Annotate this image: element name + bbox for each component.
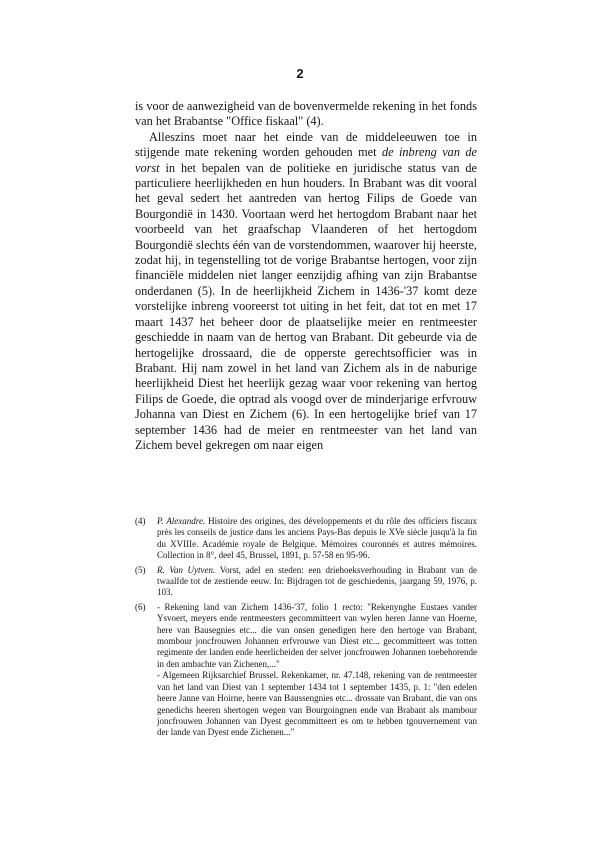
footnotes — [135, 516, 477, 742]
footnote-text — [157, 565, 477, 599]
footnote-text — [157, 516, 477, 562]
page-number: 2 — [296, 66, 304, 81]
footnote-4 — [135, 516, 477, 562]
paragraph-1: is voor de aanwezigheid van de bovenvermelde rekening in het fonds van het Brabantse "Office fiskaal" (4). — [135, 99, 477, 129]
footnote-quote-1: - Rekening land van Zichem 1436-'37, folio 1 recto: "Rekenynghe Eustaes vander Ysvoert, meyers ende rentmeesters gecommitteert van wylen heren Janne van Hoerne, here van Bausegnies etc... die van onsen genedigen here den hertoge van Brabant, mombour joncfrouwen Johannen erfvrouwe van Diest etc... gecommitteert was totten regimente der landen ende heerlicheiden der selver joncfrouwen Johannen toebehorende in den ambachte van Zichenen,..." — [157, 601, 477, 669]
footnote-text — [157, 602, 477, 739]
footnote-number: (5) — [135, 564, 146, 575]
footnote-reference: Histoire des origines, des développements et du rôle des officiers fiscaux près les conseils de justice dans les anciens Pays-Bas depuis le XVe siècle jusqu'à la fin du XVIIIe. Académie royale de Belgique. Mémoires couronnés et autres mémoires. Collection in 8°, deel 45, Brussel, 1891, p. 57-58 en 95-96. — [157, 516, 477, 561]
body-text — [135, 99, 477, 453]
footnote-author: P. Alexandre. — [157, 516, 206, 526]
paragraph-2-rest: in het bepalen van de politieke en juridische status van de particuliere heerlijkheden en hun houders. In Brabant was dit vooral het geval sedert het aantreden van hertog Filips de Goede van Bourgondië in 1430. Voortaan werd het hertogdom Brabant naar het voorbeeld van het graafschap Vlaanderen of het hertogdom Bourgondië slechts één van de vorstendommen, waarover hij heerste, zodat hij, in tegenstelling tot de vorige Brabantse hertogen, voor zijn financiële middelen niet langer eenzijdig afhing van zijn Brabantse onderdanen (5). In de heerlijkheid Zichem in 1436-'37 komt deze vorstelijke inbreng vooreerst tot uiting in het feit, dat tot en met 17 maart 1437 het beheer door de plaatselijke meier en rentmeester geschiedde in naam van de hertog van Brabant. Dit gebeurde via de hertogelijke drossaard, die de opperste gerechtsofficier was in Brabant. Hij nam zowel in het land van Zichem als in de naburige heerlijkheid Diest het heerlijk gezag waar voor rekening van hertog Filips de Goede, die optrad als voogd over de minderjarige erfvrouw Johanna van Diest en Zichem (6). In een hertogelijke brief van 17 september 1436 had de meier en rentmeester van het land van Zichem bevel gekregen om naar eigen — [135, 160, 477, 452]
footnote-number: (6) — [135, 601, 146, 612]
footnote-reference: Vorst, adel en steden: een driehoeksverhouding in Brabant van de twaalfde tot de zestiende eeuw. In: Bijdragen tot de geschiedenis, jaargang 59, 1976, p. 103. — [157, 564, 477, 598]
paragraph-2-emphasis: de inbreng van de vorst — [135, 145, 477, 175]
footnote-number: (4) — [135, 516, 146, 526]
footnote-6 — [135, 602, 477, 739]
paragraph-2-start: Alleszins moet naar het einde van de middeleeuwen toe in stijgende mate rekening worden gehouden met — [135, 129, 477, 160]
footnote-quote-2: - Algemeen Rijksarchief Brussel. Rekenkamer, nr. 47.148, rekening van de rentmeester van het land van Diest van 1 september 1434 tot 1 september 1435, p. 1: "den edelen heere Janne van Hoirne, heere van Baussengnies etc... drossate van Brabant, die van ons genedichs heeren shertogen wegen van Bourgoingnen ende van Brabant als mambour joncfrouwen Johannen van Dyest gecommitteert es om te hebben tgouvernement van der lande van Dyest ende Zichenen..." — [157, 670, 477, 738]
footnote-author: R. Van Uytven. — [157, 564, 216, 575]
footnote-5 — [135, 565, 477, 599]
paragraph-2 — [135, 130, 477, 454]
